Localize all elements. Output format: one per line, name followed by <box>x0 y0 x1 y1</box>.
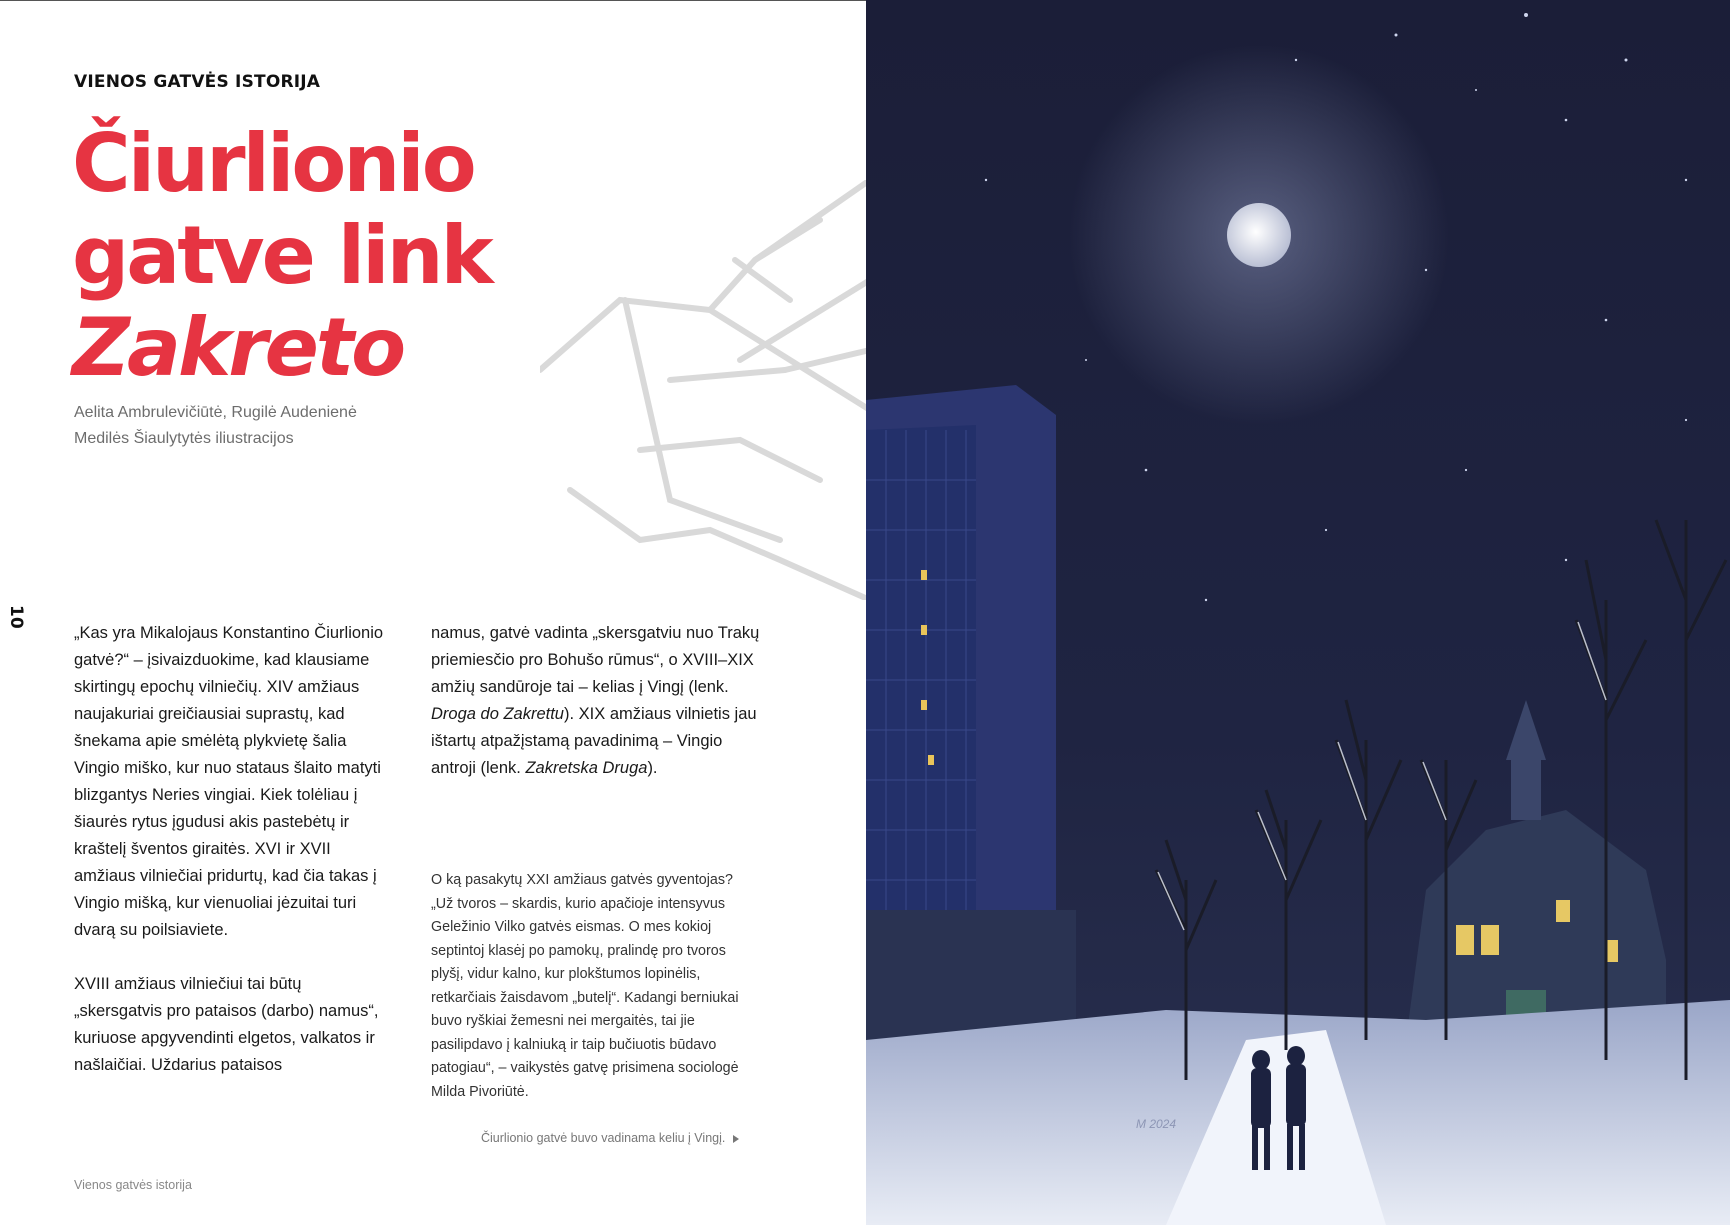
illustrator-line: Medilės Šiaulytytės iliustracijos <box>74 430 294 447</box>
authors-line: Aelita Ambrulevičiūtė, Rugilė Audenienė <box>74 404 357 421</box>
night-street-illustration <box>866 0 1730 1225</box>
article-title <box>72 118 491 394</box>
running-footer: Vienos gatvės istorija <box>74 1178 192 1192</box>
byline <box>74 400 357 452</box>
paragraph: „Kas yra Mikalojaus Konstantino Čiurlionio gatvė?“ – įsivaizduokime, kad klausiame skirtingų epochų vilniečių. XIV amžiaus naujakuriai greičiausiai suprastų, kad šnekama apie smėlėtą plykvietę šalia Vingio miško, kur nuo stataus šlaito matyti blizgantys Neries vingiai. Kiek tolėliau į šiaurės rytus įgudusi akis pastebėtų ir kraštelį šventos giraitės. XVI ir XVII amžiaus vilniečiai pridurtų, kad čia takas į Vingio mišką, kur vienuoliai jėzuitai turi dvarą su poilsiaviete. <box>74 624 384 939</box>
caption-arrow-icon <box>733 1135 739 1143</box>
italic-term: Droga do Zakrettu <box>431 705 564 723</box>
illustration <box>866 0 1730 1225</box>
moon <box>1227 203 1291 267</box>
image-caption <box>481 1131 739 1145</box>
section-kicker: VIENOS GATVĖS ISTORIJA <box>74 72 321 92</box>
street-map-decoration <box>540 180 866 600</box>
text-column-2 <box>431 620 761 782</box>
paragraph: XVIII amžiaus vilniečiui tai būtų „skersgatvis pro pataisos (darbo) namus“, kuriuose apgyvendinti elgetos, valkatos ir našlaičiai. Uždarius pataisos <box>74 975 379 1074</box>
text-span: ). XIX amžiaus vilnietis jau ištartų atpažįstamą pavadinimą – Vingio antroji (lenk. <box>431 705 757 777</box>
caption-text: Čiurlionio gatvė buvo vadinama keliu į Vingį. <box>481 1131 726 1145</box>
text-span: ). <box>647 759 658 777</box>
artist-signature: M 2024 <box>1136 1117 1177 1131</box>
text-span: namus, gatvė vadinta „skersgatviu nuo Trakų priemiesčio pro Bohušo rūmus“, o XVIII–XIX amžių sandūroje tai – kelias į Vingį (lenk. <box>431 624 760 696</box>
page-number: 10 <box>6 605 26 629</box>
text-column-1 <box>74 620 394 1079</box>
title-line-3: Zakreto <box>72 301 404 394</box>
building-base <box>866 910 1076 1040</box>
pull-quote: O ką pasakytų XXI amžiaus gatvės gyventojas? „Už tvoros – skardis, kurio apačioje intensyvus Geležinio Vilko gatvės eismas. O mes kokioj septintoj klasėj po pamokų, pralindę pro tvoros plyšį, vidur kalno, kur plokštumos lopinėlis, retkarčiais žaisdavom „butelį“. Kadangi berniukai buvo ryškiai žemesni nei mergaitės, tai jie pasilipdavo į kalniuką ir taip bučiuotis būdavo patogiau“, – vaikystės gatvę prisimena sociologė Milda Pivoriūtė. <box>431 872 739 1100</box>
italic-term: Zakretska Druga <box>525 759 648 777</box>
top-rule <box>0 0 866 1</box>
title-line-1: Čiurlionio <box>72 117 474 210</box>
title-line-2: gatve link <box>72 209 491 302</box>
